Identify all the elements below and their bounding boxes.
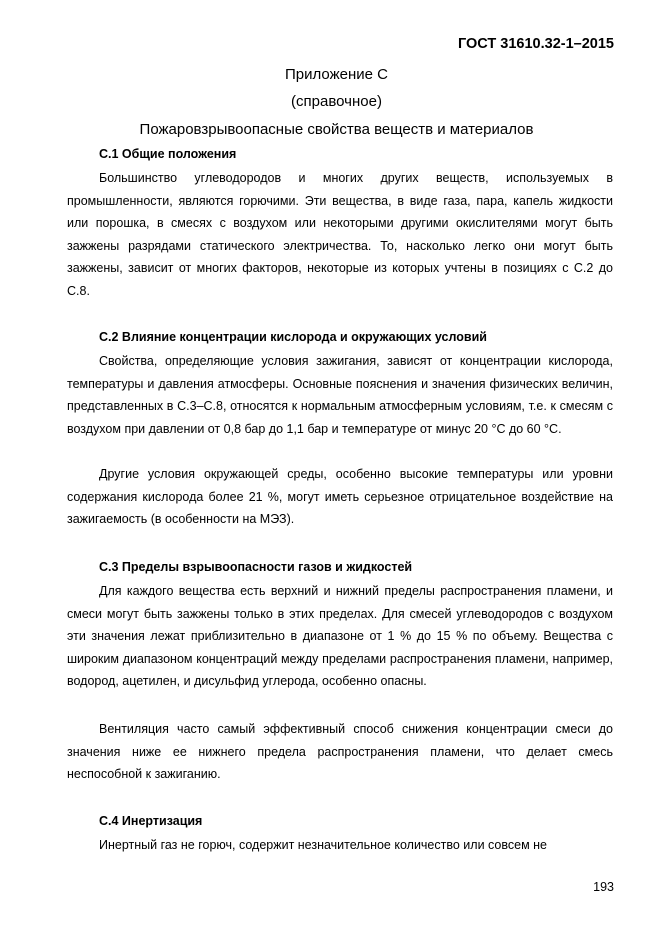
paragraph-c3-1: Для каждого вещества есть верхний и нижний пределы распространения пламени, и смеси могут быть зажжены только в этих пределах. Для смесей углеводородов с воздухом эти значения лежат приблизительно в диапазоне от 1 % до 15 % по объему. Вещества с широким диапазоном концентраций между пределами распространения пламени, например, водород, ацетилен, и дисульфид углерода, особенно опасны. [67,584,613,689]
paragraph-c2-1: Свойства, определяющие условия зажигания, зависят от концентрации кислорода, температуры и давления атмосферы. Основные пояснения и значения физических величин, представленных в С.3–С.8, относятся к нормальным атмосферным условиям, т.е. к смесям с воздухом при давлении от 0,8 бар до 1,1 бар и температуре от минус 20 °С до 60 °С. [67,354,613,436]
section-heading-c4: С.4 Инертизация [99,814,203,828]
appendix-title: Приложение С [285,66,388,83]
appendix-subtitle: (справочное) [291,93,382,110]
document-code: ГОСТ 31610.32-1–2015 [458,36,614,52]
section-heading-c2: С.2 Влияние концентрации кислорода и окружающих условий [99,330,487,344]
paragraph-c1-1: Большинство углеводородов и многих других веществ, используемых в промышленности, являются горючими. Эти вещества, в виде газа, пара, капель жидкости или порошка, в смесях с воздухом или некоторыми другими окислителями могут быть зажжены разрядами статического электричества. То, насколько легко они могут быть зажжены, зависит от многих факторов, некоторые из которых учтены в позициях с С.2 до С.8. [67,171,613,298]
paragraph-c3-2: Вентиляция часто самый эффективный способ снижения концентрации смеси до значения ниже ее нижнего предела распространения пламени, что делает смесь неспособной к зажиганию. [67,722,613,782]
paragraph-c2-2: Другие условия окружающей среды, особенно высокие температуры или уровни содержания кислорода более 21 %, могут иметь серьезное отрицательное воздействие на зажигаемость (в особенности на МЭЗ). [67,467,613,527]
paragraph-c4-1: Инертный газ не горюч, содержит незначительное количество или совсем не [99,838,547,852]
section-heading-c1: С.1 Общие положения [99,147,237,161]
section-heading-c3: С.3 Пределы взрывоопасности газов и жидкостей [99,560,413,574]
appendix-heading: Пожаровзрывоопасные свойства веществ и материалов [139,121,534,138]
page-number: 193 [593,880,614,894]
